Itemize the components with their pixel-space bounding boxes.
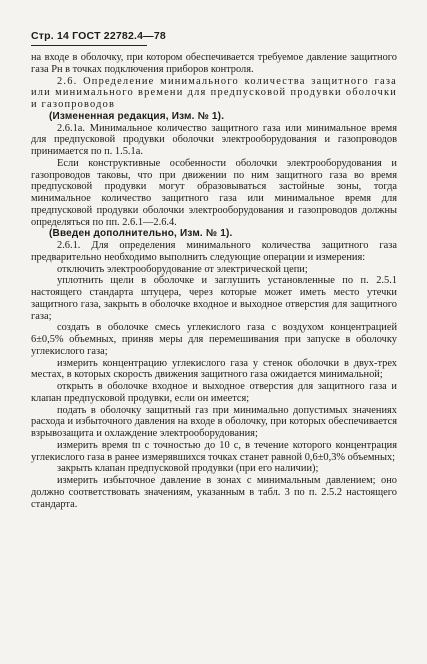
- amendment-note: (Введен дополнительно, Изм. № 1).: [49, 228, 233, 240]
- paragraph: на входе в оболочку, при котором обеспечивается требуемое давление защитного газа Pн в точках подключения приборов контроля.: [31, 52, 397, 75]
- document-body: [31, 52, 397, 510]
- paragraph: Если конструктивные особенности оболочки электрооборудования и газопроводов таковы, что при движении по ним защитного газа во время предпусковой продувки могут образовываться застойные зоны, тогда минимальное количество защитного газа или минимальное время для предпусковой продувки оболочки электрооборудования и газопроводов должны определяться по пп. 2.6.1—2.6.4.: [31, 157, 397, 228]
- list-item: измерить концентрацию углекислого газа у стенок оболочки в двух-трех местах, в которых скорость движения защитного газа ожидается минимальной;: [31, 357, 397, 381]
- page-header: Стр. 14 ГОСТ 22782.4—78: [31, 30, 166, 42]
- list-item: измерить время tп с точностью до 10 с, в течение которого концентрация углекислого газа в ранее измерявшихся точках станет равной 0,6±0,3% объемных;: [31, 439, 397, 463]
- list-item: уплотнить щели в оболочке и заглушить установленные по п. 2.5.1 настоящего стандарта штуцера, через которые может иметь место утечки защитного газа, закрыть в оболочке входное и выходное отверстия для защитного газа;: [31, 275, 397, 322]
- paragraph: 2.6.1а. Минимальное количество защитного газа или минимальное время для предпусковой продувки оболочки электрооборудования и газопроводов принимается по п. 1.5.1а.: [31, 122, 397, 157]
- list-item: подать в оболочку защитный газ при минимально допустимых значениях расхода и избыточного давления на входе в оболочку, при которых обеспечивается взрывозащита и охлаждение электрооборудования;: [31, 404, 397, 439]
- list-item: открыть в оболочке входное и выходное отверстия для защитного газа и клапан предпусковой продувки, если он имеется;: [31, 381, 397, 404]
- list-item: отключить электрооборудование от электрической цепи;: [57, 263, 308, 275]
- header-rule: [31, 45, 147, 46]
- amendment-note: (Измененная редакция, Изм. № 1).: [49, 110, 225, 122]
- list-item: закрыть клапан предпусковой продувки (при его наличии);: [57, 463, 319, 475]
- list-item: измерить избыточное давление в зонах с минимальным давлением; оно должно соответствовать значениям, указанным в табл. 3 по п. 2.5.2 настоящего стандарта.: [31, 475, 397, 510]
- section-heading: 2.6. Определение минимального количества защитного газа или минимального времени для предпусковой продувки оболочки и газопроводов: [31, 75, 397, 110]
- paragraph: 2.6.1. Для определения минимального количества защитного газа предварительно необходимо выполнить следующие операции и измерения:: [31, 240, 397, 263]
- list-item: создать в оболочке смесь углекислого газа с воздухом концентрацией 6±0,5% объемных, приняв меры для перемешивания при запуске в оболочку углекислого газа;: [31, 322, 397, 357]
